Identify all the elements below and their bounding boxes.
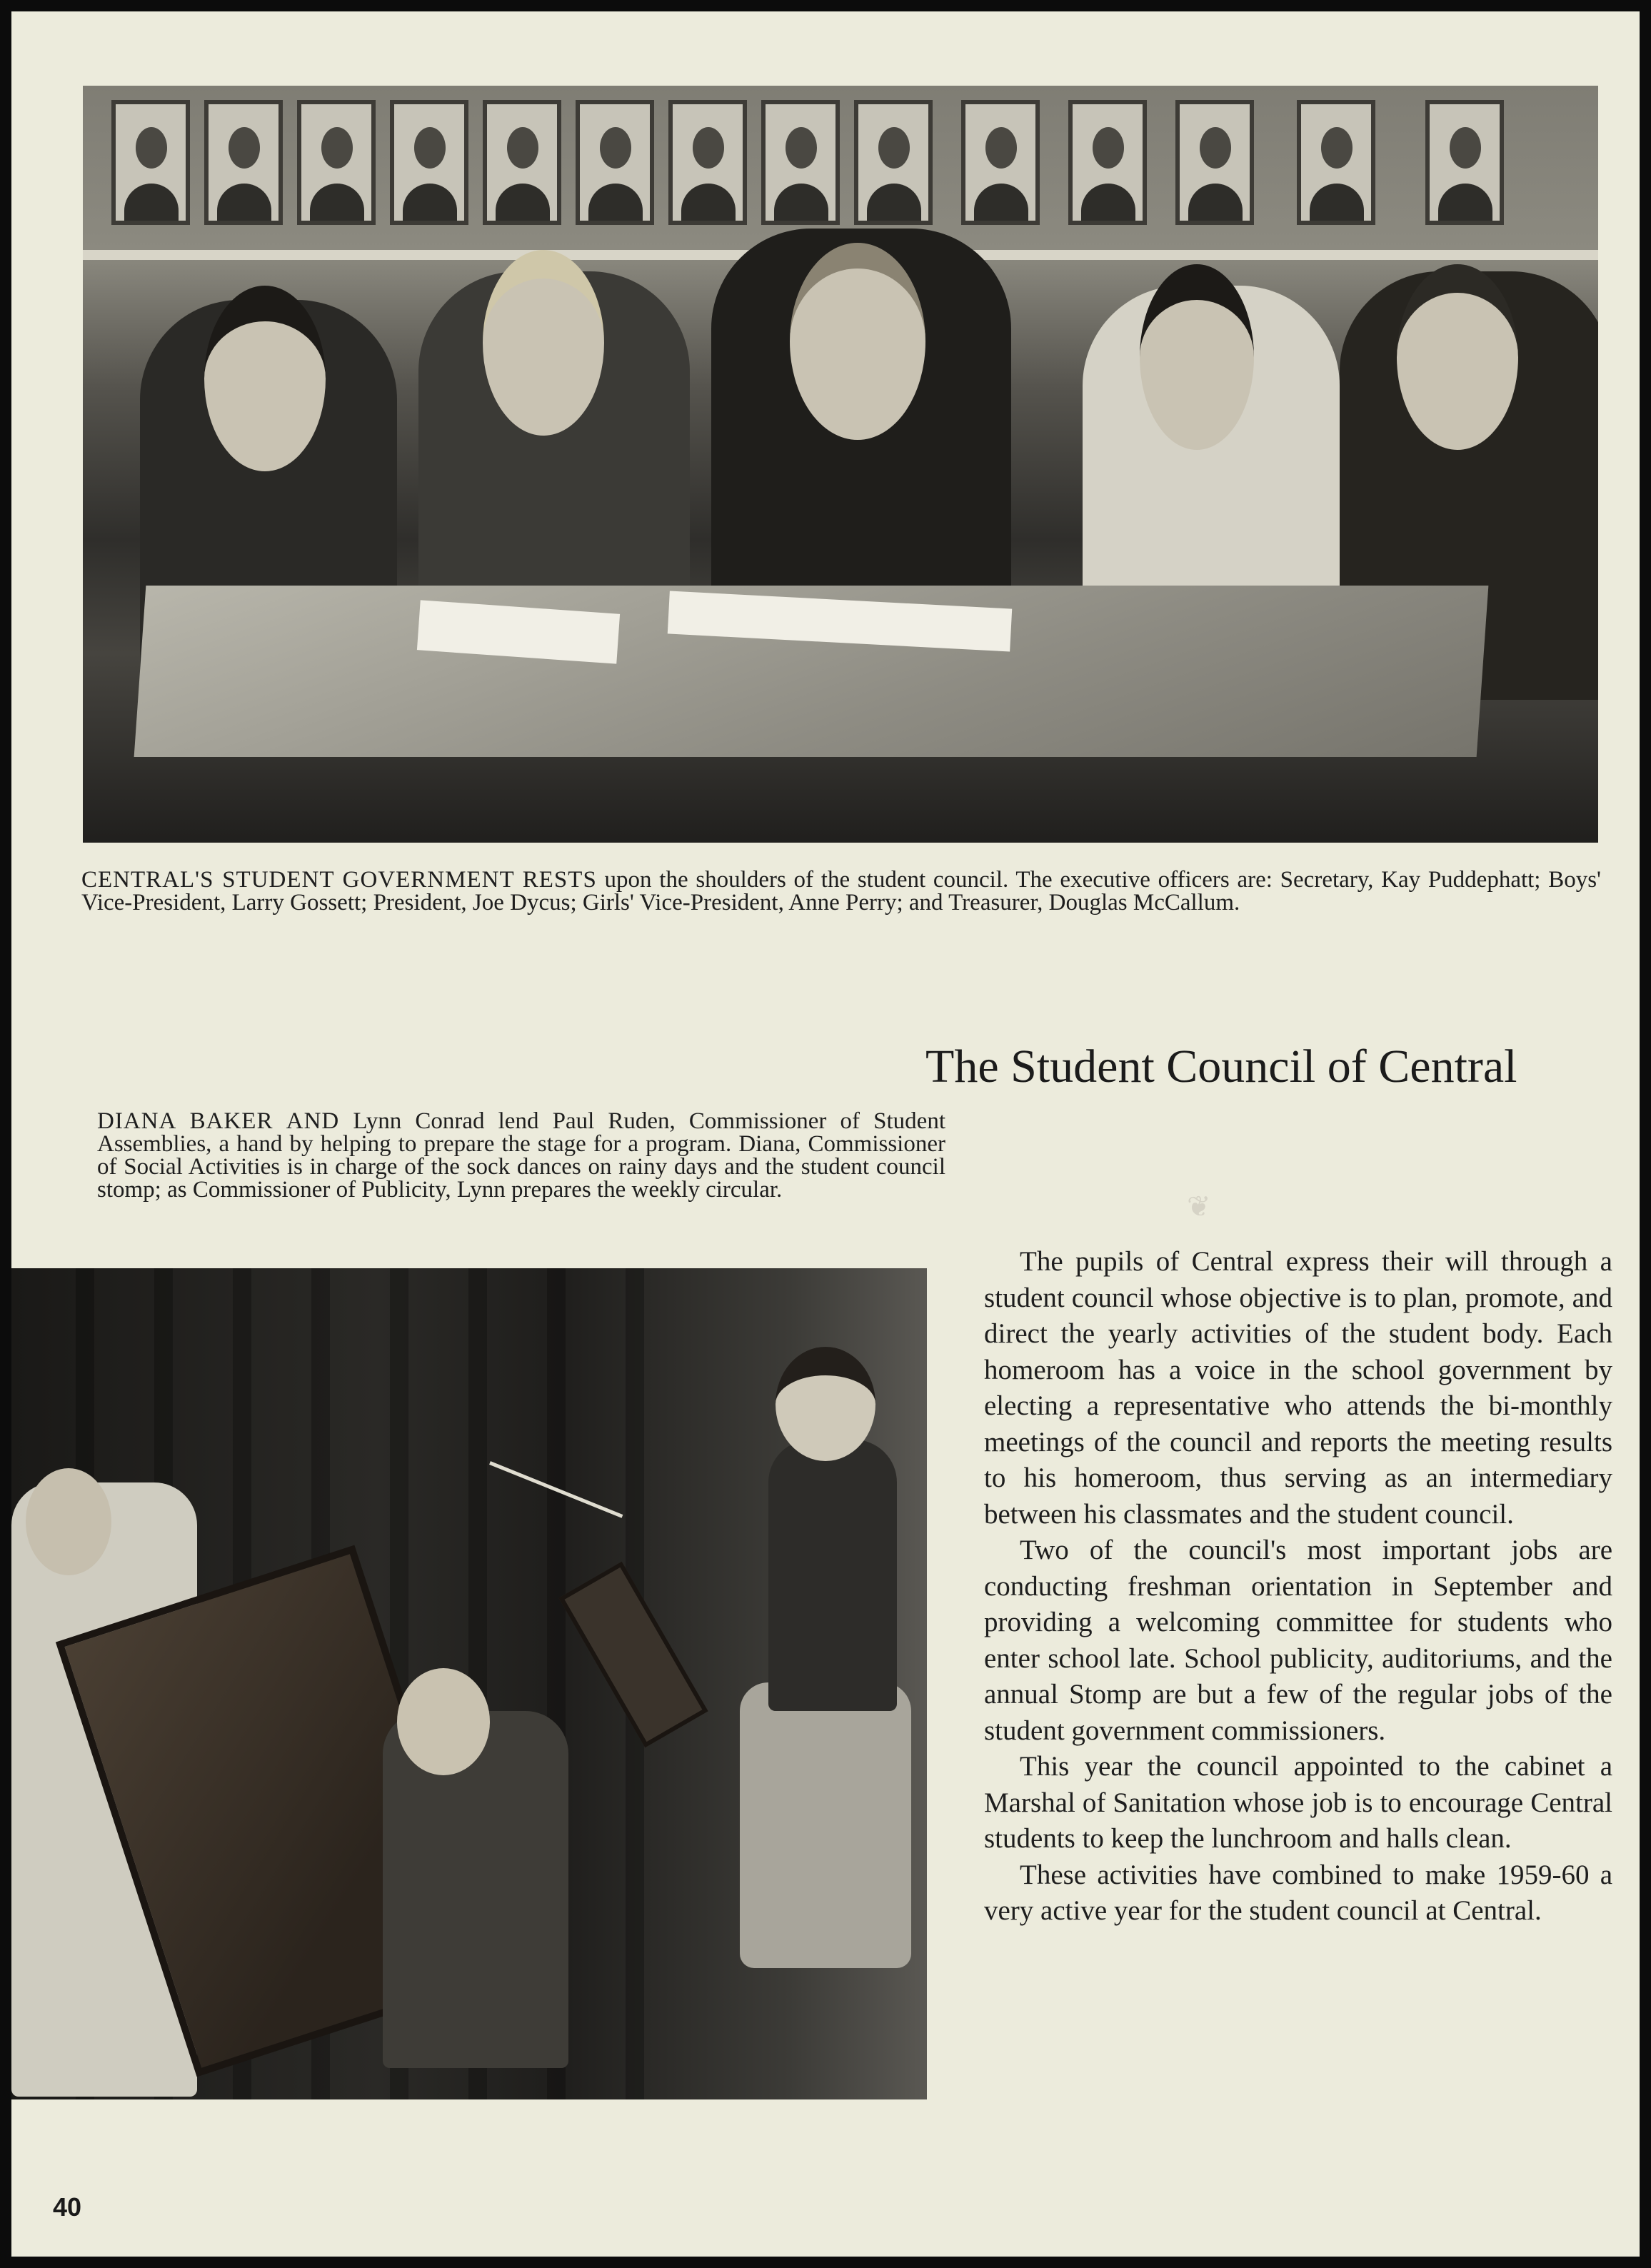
caption-lead: CENTRAL'S STUDENT GOVERNMENT RESTS [81, 867, 597, 893]
wall-portrait [1175, 100, 1254, 225]
wall-portrait [761, 100, 840, 225]
wall-portrait [961, 100, 1040, 225]
caption-lead: DIANA BAKER AND [97, 1108, 340, 1134]
officer-head [1397, 264, 1518, 450]
page-number: 40 [53, 2192, 82, 2222]
wall-portrait [390, 100, 468, 225]
caption-text: upon the shoulders of the student council. The executive officers are: Secretary, Kay Puddephatt; Boys' Vice-President, Larry Gossett; President, Joe Dycus; Girls' Vice-President, Anne Perry; and Treasurer, Douglas McCallum. [81, 867, 1602, 915]
officer-head [1140, 264, 1254, 450]
officers-photo-caption [81, 868, 1601, 914]
wall-portrait [1068, 100, 1147, 225]
wall-portrait [297, 100, 376, 225]
student-head [776, 1347, 875, 1461]
article-paragraph: Two of the council's most important jobs are conducting freshman orientation in September and providing a welcoming committee for students who enter school late. School publicity, auditoriums, and the annual Stomp are but a few of the regular jobs of the student government commissioners. [984, 1535, 1612, 1746]
officer-head [204, 286, 326, 471]
stage-photo-caption [97, 1110, 945, 1201]
wall-portrait [204, 100, 283, 225]
wall-portrait [668, 100, 747, 225]
wall-portrait [1425, 100, 1504, 225]
article-body [984, 1244, 1612, 1930]
wall-portrait [854, 100, 933, 225]
stage-photo [11, 1268, 927, 2099]
officer-head [483, 250, 604, 436]
officer-head [790, 243, 925, 440]
article-paragraph: This year the council appointed to the cabinet a Marshal of Sanitation whose job is to encourage Central students to keep the lunchroom and halls clean. [984, 1751, 1612, 1854]
wall-portrait [1297, 100, 1375, 225]
article-paragraph: These activities have combined to make 1959-60 a very active year for the student council at Central. [984, 1859, 1612, 1926]
wall-portrait [483, 100, 561, 225]
yearbook-page [11, 11, 1640, 2257]
wall-portraits [83, 100, 1598, 236]
wall-portrait [111, 100, 190, 225]
student-head [397, 1668, 490, 1775]
student-figure [383, 1711, 568, 2068]
student-head [26, 1468, 111, 1575]
caption-text: Lynn Conrad lend Paul Ruden, Commissioner of Student Assemblies, a hand by helping to prepare the stage for a program. Diana, Commissioner of Social Activities is in charge of the sock dances on rainy days and the student council stomp; as Commissioner of Publicity, Lynn prepares the weekly circular. [97, 1108, 945, 1203]
paper-mark-icon: ❦ [1187, 1190, 1211, 1223]
student-figure [768, 1440, 897, 1711]
officers-photo [83, 86, 1598, 843]
wall-portrait [576, 100, 654, 225]
clipboard [558, 1562, 708, 1748]
student-figure [740, 1682, 911, 1968]
article-paragraph: The pupils of Central express their will through a student council whose objective is to plan, promote, and direct the yearly activities of the student body. Each homeroom has a voice in the school government by electing a representative who attends the bi-monthly meetings of the council and reports the meeting results to his homeroom, thus serving as an intermediary between his classmates and the student council. [984, 1246, 1612, 1530]
page-title: The Student Council of Central [925, 1040, 1517, 1093]
